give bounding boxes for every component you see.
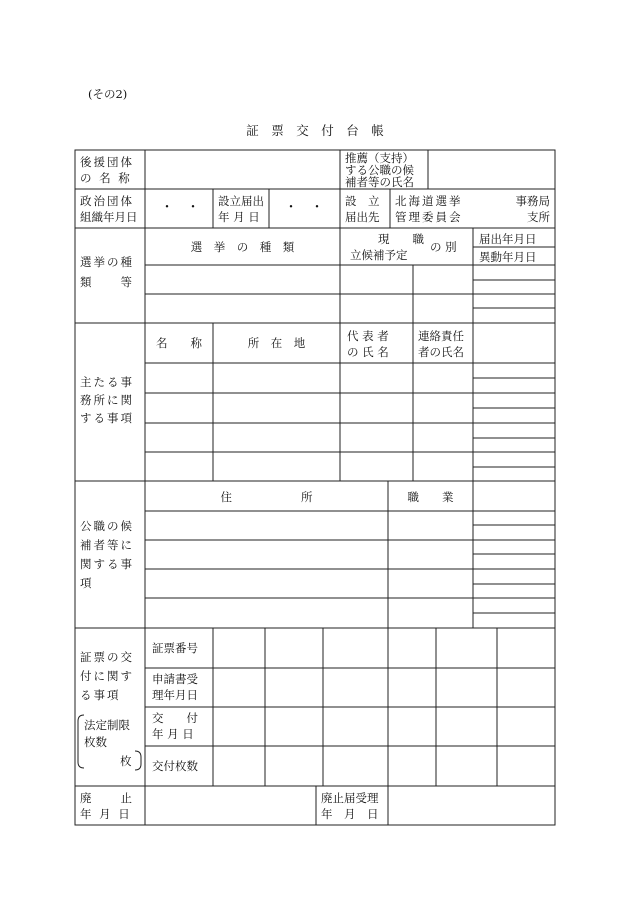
col-office-address: 所 在 地 (247, 336, 306, 350)
setup-date-label: 設立届出 (218, 194, 264, 208)
sheet-number: (その2) (88, 87, 128, 101)
col-contact: 連絡責任 (418, 329, 464, 343)
office-branch: 支所 (527, 210, 550, 224)
col-candidate-address: 住 所 (220, 490, 313, 504)
support-group-label: 後援団体 (80, 155, 134, 169)
org-date-dots: ・ ・ (160, 200, 200, 215)
candidate-info-label: 公職の候 (80, 519, 134, 533)
col-candidate-job: 職 業 (407, 490, 454, 504)
page-title: 証 票 交 付 台 帳 (246, 123, 384, 138)
setup-date-dots: ・ ・ (284, 200, 324, 215)
col-representative: 代 表 者 (347, 329, 389, 343)
certificate-label: 証票の交 (80, 650, 134, 664)
abolish-receipt-label: 廃止届受理 (321, 791, 379, 805)
col-filing-date: 届出年月日 (479, 232, 537, 246)
candidate-name-label: 推薦（支持） (345, 151, 414, 165)
office-bureau: 事務局 (515, 194, 550, 208)
main-office-label: 主たる事 (80, 375, 134, 389)
legal-limit-unit: 枚 (120, 754, 132, 768)
col-change-date: 異動年月日 (479, 250, 537, 264)
legal-limit-label: 法定制限 (84, 718, 130, 732)
row-cert-number: 証票番号 (152, 641, 198, 655)
filing-dest-label: 設 立 (345, 194, 380, 208)
row-apply-date: 申請書受 (152, 672, 198, 686)
election-type-label: 選挙の種 (80, 255, 134, 269)
row-issue-date: 交 付 (152, 711, 198, 725)
limit-bracket-right (135, 751, 141, 770)
row-issue-count: 交付枚数 (152, 759, 198, 773)
abolish-date-label: 廃 止 (80, 791, 134, 805)
col-office-name: 名 称 (156, 336, 202, 350)
col-election-type: 選 挙 の 種 類 (190, 240, 295, 254)
col-status: 現 職 (378, 232, 424, 246)
org-date-label: 政治団体 (80, 194, 134, 208)
office-name: 北海道選挙 (395, 194, 463, 208)
